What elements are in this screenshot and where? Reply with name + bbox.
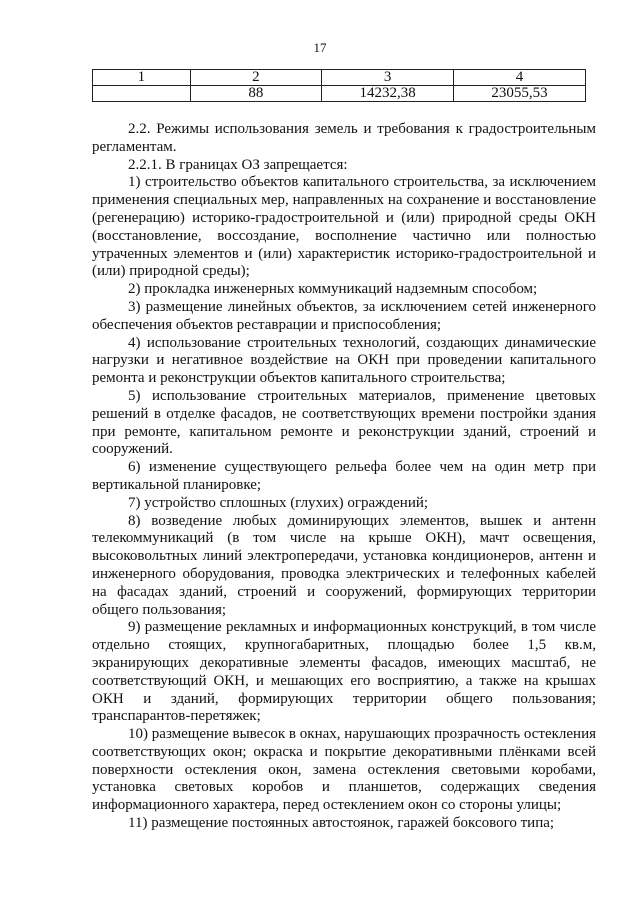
document-body <box>92 121 596 833</box>
list-item: 1) строительство объектов капитального строительства, за исключением применения специальных мер, направленных на сохранение и восстановление (регенерацию) историко-градостроительной и (или) природной среды ОКН (восстановление, воссоздание, восполнение частично или полностью утраченных элементов и (или) характеристик историко-градостроительной и (или) природной среды); <box>92 174 596 280</box>
list-item: 3) размещение линейных объектов, за исключением сетей инженерного обеспечения объектов реставрации и приспособления; <box>92 298 596 333</box>
table-header-row <box>93 70 586 86</box>
table-cell: 23055,53 <box>454 86 586 102</box>
list-item: 10) размещение вывесок в окнах, нарушающих прозрачность остекления соответствующих окон; окраска и покрытие декоративными плёнками всей поверхности остекления окон, замена остекления световыми коробами, установка световых коробов и планшетов, содержащих сведения информационного характера, перед остеклением окон со стороны улицы; <box>92 726 596 814</box>
table-cell: 2 <box>190 70 321 86</box>
table-cell: 1 <box>93 70 191 86</box>
list-item: 7) устройство сплошных (глухих) ограждений; <box>128 494 429 511</box>
data-table <box>92 69 586 102</box>
table-row <box>93 86 586 102</box>
table-cell: 88 <box>190 86 321 102</box>
table-cell: 14232,38 <box>322 86 454 102</box>
list-item: 11) размещение постоянных автостоянок, гаражей боксового типа; <box>128 815 555 832</box>
page-number: 17 <box>313 40 327 55</box>
table-cell: 3 <box>322 70 454 86</box>
list-item: 6) изменение существующего рельефа более чем на один метр при вертикальной планировке; <box>92 459 596 493</box>
subsection-heading: 2.2.1. В границах ОЗ запрещается: <box>128 156 348 173</box>
list-item: 4) использование строительных технологий, создающих динамические нагрузки и негативное воздействие на ОКН при проведении капитального ремонта и реконструкции объектов капитального строительства; <box>92 334 596 387</box>
list-item: 5) использование строительных материалов, применение цветовых решений в отделке фасадов, не соответствующих времени постройки здания при ремонте, капитальном ремонте и реконструкции зданий, строений и сооружений. <box>92 387 596 458</box>
list-item: 8) возведение любых доминирующих элементов, вышек и антенн телекоммуникаций (в том числе на крыше ОКН), мачт освещения, высоковольтных линий электропередачи, установка кондиционеров, антенн и инженерного оборудования, проводка электрических и телефонных кабелей на фасадах зданий, строений и сооружений, формирующих территории общего пользования; <box>92 512 596 618</box>
table-cell <box>93 86 191 102</box>
list-item: 9) размещение рекламных и информационных конструкций, в том числе отдельно стоящих, крупногабаритных, площадью более 1,5 кв.м, экранирующих декоративные элементы фасадов, имеющих масштаб, не соответствующий ОКН, и мешающих его восприятию, а также на крышах ОКН и зданий, формирующих территории общего пользования; транспарантов-перетяжек; <box>92 619 596 725</box>
list-item: 2) прокладка инженерных коммуникаций надземным способом; <box>128 281 538 298</box>
section-heading: 2.2. Режимы использования земель и требования к градостроительным регламентам. <box>92 121 596 155</box>
table-cell: 4 <box>454 70 586 86</box>
